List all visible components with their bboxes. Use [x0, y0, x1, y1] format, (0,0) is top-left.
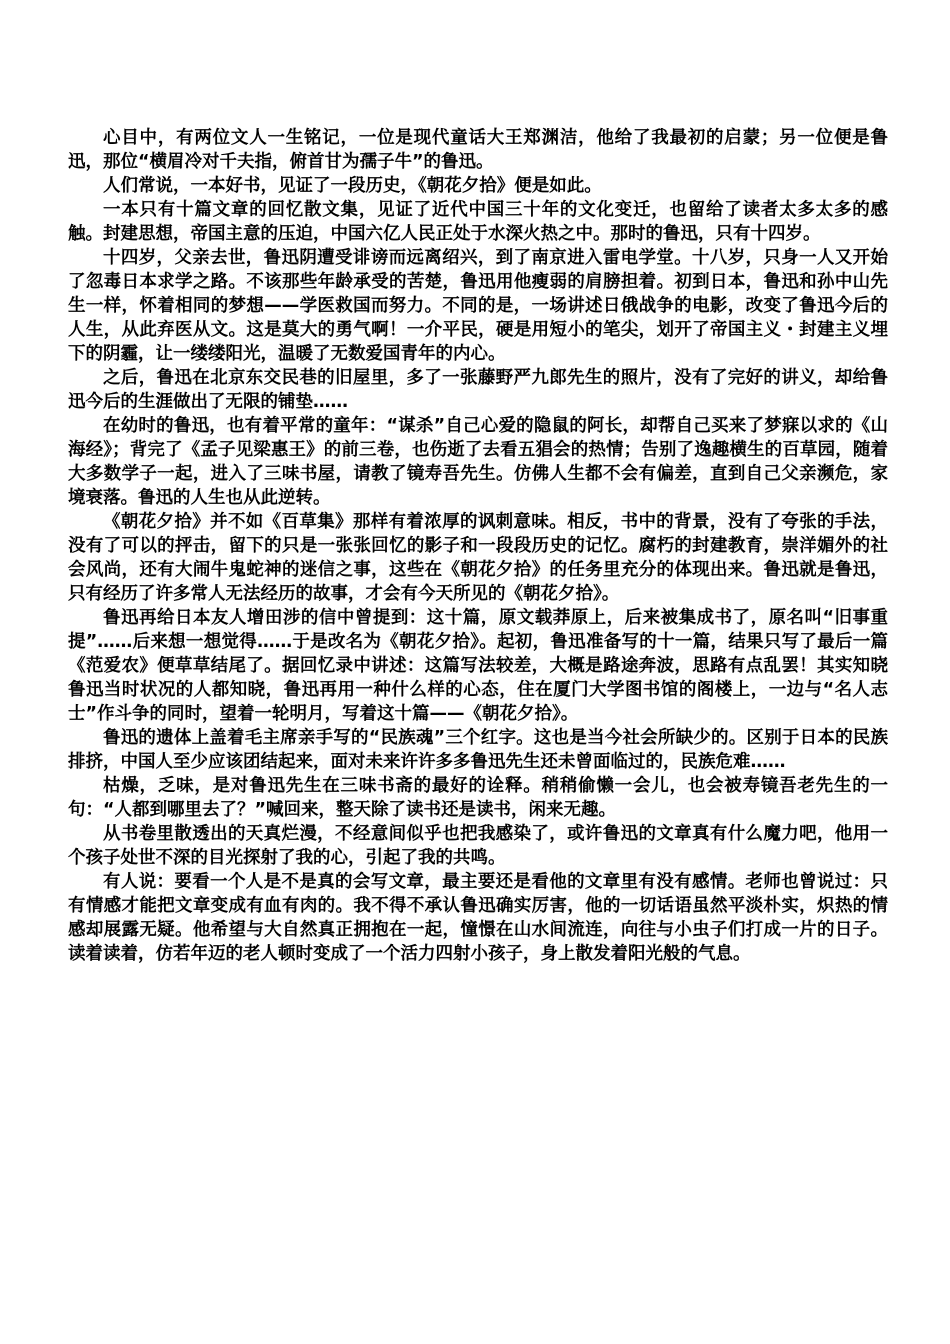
paragraph-7: 《朝花夕拾》并不如《百草集》那样有着浓厚的讽刺意味。相反，书中的背景，没有了夸张的手法，没有了可以的抨击，留下的只是一张张回忆的影子和一段段历史的记忆。腐朽的封建教育，崇洋媚外的社会风尚，还有大闹牛鬼蛇神的迷信之事，这些在《朝花夕拾》的任务里充分的体现出来。鲁迅就是鲁迅，只有经历了许多常人无法经历的故事，才会有今天所见的《朝花夕拾》。	[68, 512, 888, 604]
paragraph-12: 有人说：要看一个人是不是真的会写文章，最主要还是看他的文章里有没有感情。老师也曾说过：只有情感才能把文章变成有血有肉的。我不得不承认鲁迅确实厉害，他的一切话语虽然平淡朴实，炽热的情感却展露无疑。他希望与大自然真正拥抱在一起，憧憬在山水间流连，向往与小虫子们打成一片的日子。读着读着，仿若年迈的老人顿时变成了一个活力四射小孩子，身上散发着阳光般的气息。	[68, 872, 888, 964]
paragraph-6: 在幼时的鲁迅，也有着平常的童年：“谋杀”自己心爱的隐鼠的阿长，却帮自己买来了梦寐以求的《山海经》；背完了《孟子见梁惠王》的前三卷，也伤逝了去看五猖会的热情；告别了逸趣横生的百草园，随着大多数学子一起，进入了三味书屋，请教了镜寿吾先生。仿佛人生都不会有偏差，直到自己父亲濒危，家境衰落。鲁迅的人生也从此逆转。	[68, 416, 888, 508]
paragraph-2: 人们常说，一本好书，见证了一段历史，《朝花夕拾》便是如此。	[103, 176, 602, 196]
article-body	[68, 126, 888, 966]
paragraph-1: 心目中，有两位文人一生铭记，一位是现代童话大王郑渊洁，他给了我最初的启蒙；另一位便是鲁迅，那位“横眉冷对千夫指，俯首甘为孺子牛”的鲁迅。	[68, 128, 888, 172]
paragraph-11: 从书卷里散透出的天真烂漫，不经意间似乎也把我感染了，或许鲁迅的文章真有什么魔力吧，他用一个孩子处世不深的目光探射了我的心，引起了我的共鸣。	[68, 824, 888, 868]
paragraph-8: 鲁迅再给日本友人增田涉的信中曾提到：这十篇，原文载莽原上，后来被集成书了，原名叫“旧事重提”……后来想一想觉得……于是改名为《朝花夕拾》。起初，鲁迅准备写的十一篇，结果只写了最后一篇《范爱农》便草草结尾了。据回忆录中讲述：这篇写法较差，大概是路途奔波，思路有点乱罢！其实知晓鲁迅当时状况的人都知晓，鲁迅再用一种什么样的心态，住在厦门大学图书馆的阁楼上，一边与“名人志士”作斗争的同时，望着一轮明月，写着这十篇——《朝花夕拾》。	[68, 608, 888, 724]
paragraph-3: 一本只有十篇文章的回忆散文集，见证了近代中国三十年的文化变迁，也留给了读者太多太多的感触。封建思想，帝国主意的压迫，中国六亿人民正处于水深火热之中。那时的鲁迅，只有十四岁。	[68, 200, 888, 244]
paragraph-5: 之后，鲁迅在北京东交民巷的旧屋里，多了一张藤野严九郎先生的照片，没有了完好的讲义，却给鲁迅今后的生涯做出了无限的铺垫……	[68, 368, 888, 412]
paragraph-10: 枯燥，乏味，是对鲁迅先生在三味书斋的最好的诠释。稍稍偷懒一会儿，也会被寿镜吾老先生的一句：“人都到哪里去了？”喊回来，整天除了读书还是读书，闲来无趣。	[68, 776, 888, 820]
paragraph-4: 十四岁，父亲去世，鲁迅阴遭受诽谤而远离绍兴，到了南京进入雷电学堂。十八岁，只身一人又开始了忽毒日本求学之路。不该那些年龄承受的苦楚，鲁迅用他瘦弱的肩膀担着。初到日本，鲁迅和孙中山先生一样，怀着相同的梦想——学医救国而努力。不同的是，一场讲述日俄战争的电影，改变了鲁迅今后的人生，从此弃医从文。这是莫大的勇气啊！一介平民，硬是用短小的笔尖，划开了帝国主义・封建主义埋下的阴霾，让一缕缕阳光，温暖了无数爱国青年的内心。	[68, 248, 888, 364]
paragraph-9: 鲁迅的遗体上盖着毛主席亲手写的“民族魂”三个红字。这也是当今社会所缺少的。区别于日本的民族排挤，中国人至少应该团结起来，面对未来许许多多鲁迅先生还未曾面临过的，民族危难……	[68, 728, 888, 772]
